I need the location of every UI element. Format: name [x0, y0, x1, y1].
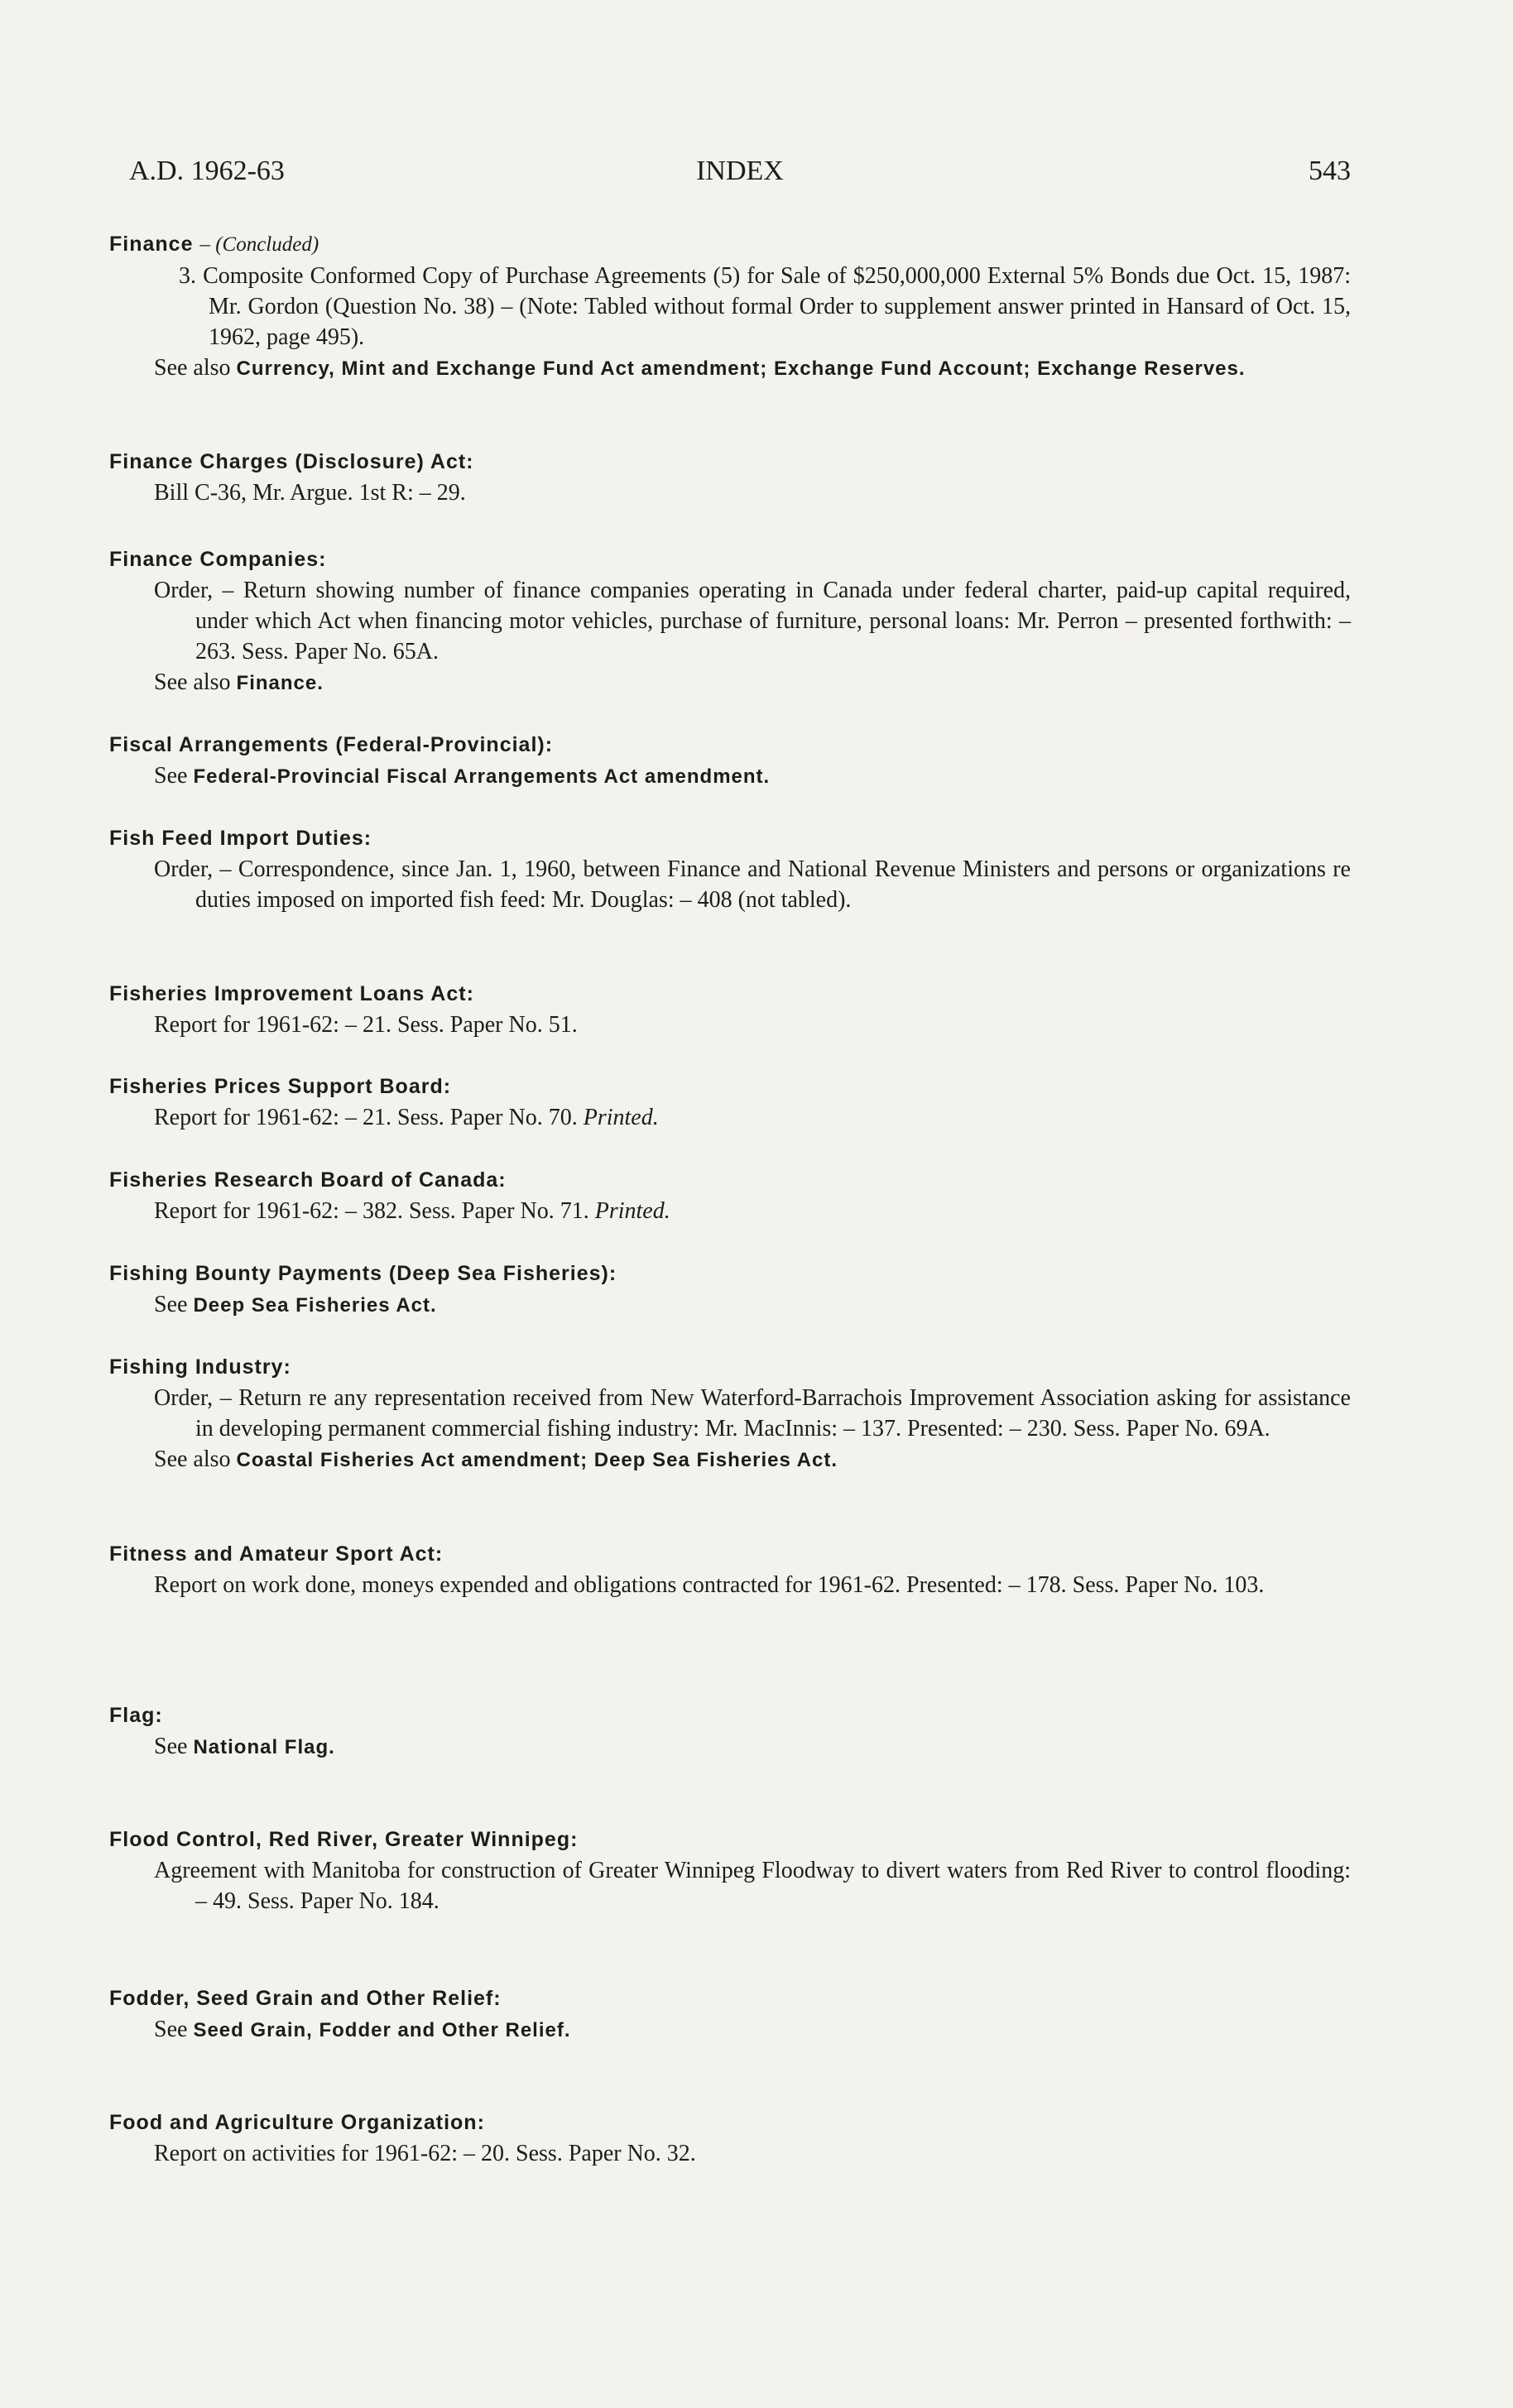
entry-heading: Food and Agriculture Organization:	[109, 2111, 485, 2134]
printed-note: Printed.	[594, 1198, 670, 1224]
page-title: INDEX	[696, 156, 784, 186]
see-also-line: See also Finance.	[154, 669, 324, 695]
entry-heading: Finance Companies:	[109, 548, 327, 571]
entry-text: Report on work done, moneys expended and obligations contracted for 1961-62. Presented: – 178. Sess. Paper No. 103.	[154, 1572, 1265, 1598]
entry-heading: Finance Charges (Disclosure) Act:	[109, 450, 474, 473]
index-entry-food-agriculture-organization	[109, 2107, 1351, 2169]
entry-heading: Fodder, Seed Grain and Other Relief:	[109, 1987, 502, 2010]
index-entry-fisheries-research-board	[109, 1164, 1351, 1226]
entry-text: 3. Composite Conformed Copy of Purchase Agreements (5) for Sale of $250,000,000 External 5% Bonds due Oct. 15, 1987: Mr. Gordon (Question No. 38) – (Note: Tabled without formal Order to supplement answer printed in Hansard of Oct. 15, 1962, page 495).	[179, 263, 1351, 350]
see-line: See Federal-Provincial Fiscal Arrangements Act amendment.	[154, 763, 771, 789]
cross-reference: Coastal Fisheries Act amendment; Deep Sea Fisheries Act.	[236, 1449, 838, 1471]
index-entry-flag	[109, 1700, 1351, 1763]
index-entry-finance	[109, 228, 1351, 384]
cross-reference: Finance.	[236, 672, 324, 694]
entry-heading: Fitness and Amateur Sport Act:	[109, 1542, 444, 1566]
entry-text: Order, – Return showing number of finance companies operating in Canada under federal charter, paid-up capital required, under which Act when financing motor vehicles, purchase of furniture, personal loans: Mr. Perron – presented forthwith: – 263. Sess. Paper No. 65A.	[154, 578, 1351, 664]
entry-heading: Fish Feed Import Duties:	[109, 827, 372, 850]
entry-text: Report for 1961-62: – 382. Sess. Paper No. 71. Printed.	[154, 1198, 670, 1224]
see-line: See Deep Sea Fisheries Act.	[154, 1292, 437, 1317]
index-entry-fitness-amateur-sport	[109, 1538, 1351, 1600]
entry-text: Bill C-36, Mr. Argue. 1st R: – 29.	[154, 480, 466, 506]
index-entry-fisheries-prices-support-board	[109, 1071, 1351, 1133]
see-also-line: See also Coastal Fisheries Act amendment; Deep Sea Fisheries Act.	[154, 1446, 838, 1472]
index-entry-finance-charges	[109, 446, 1351, 508]
see-line: See National Flag.	[154, 1734, 335, 1759]
index-entry-fishing-industry	[109, 1351, 1351, 1475]
entry-heading: Flag:	[109, 1704, 163, 1727]
printed-note: Printed.	[583, 1105, 659, 1130]
entry-heading: Fishing Bounty Payments (Deep Sea Fisheries):	[109, 1262, 617, 1285]
see-also-line: See also Currency, Mint and Exchange Fund Act amendment; Exchange Fund Account; Exchange Reserves.	[154, 355, 1246, 381]
index-entry-fodder-seed-grain	[109, 1983, 1351, 2046]
see-line: See Seed Grain, Fodder and Other Relief.	[154, 2017, 571, 2042]
entry-heading: Flood Control, Red River, Greater Winnipeg:	[109, 1828, 579, 1851]
entry-heading: Fishing Industry:	[109, 1355, 291, 1379]
entry-heading: Finance – (Concluded)	[109, 233, 319, 256]
entry-text: Agreement with Manitoba for construction of Greater Winnipeg Floodway to divert waters from Red River to control flooding: – 49. Sess. Paper No. 184.	[154, 1858, 1351, 1914]
cross-reference: Currency, Mint and Exchange Fund Act amendment; Exchange Fund Account; Exchange Reserves.	[236, 357, 1246, 380]
cross-reference: Deep Sea Fisheries Act.	[193, 1294, 437, 1317]
cross-reference: Seed Grain, Fodder and Other Relief.	[193, 2019, 571, 2041]
page-number: 543	[1309, 156, 1351, 186]
index-entry-fisheries-improvement-loans	[109, 978, 1351, 1040]
cross-reference: National Flag.	[193, 1736, 335, 1758]
index-entry-fishing-bounty-payments	[109, 1258, 1351, 1321]
entry-text: Order, – Correspondence, since Jan. 1, 1960, between Finance and National Revenue Ministers and persons or organizations re duties imposed on imported fish feed: Mr. Douglas: – 408 (not tabled).	[154, 856, 1351, 913]
index-entry-fiscal-arrangements	[109, 729, 1351, 792]
cross-reference: Federal-Provincial Fiscal Arrangements Act amendment.	[193, 765, 771, 788]
page-header	[129, 156, 1351, 197]
index-entry-flood-control	[109, 1824, 1351, 1916]
entry-text: Order, – Return re any representation received from New Waterford-Barrachois Improvement Association asking for assistance in developing permanent commercial fishing industry: Mr. MacInnis: – 137. Presented: – 230. Sess. Paper No. 69A.	[154, 1385, 1351, 1441]
entry-heading: Fisheries Improvement Loans Act:	[109, 982, 474, 1005]
entry-heading: Fisheries Research Board of Canada:	[109, 1168, 507, 1192]
index-entry-fish-feed-import-duties	[109, 823, 1351, 915]
entry-heading: Fiscal Arrangements (Federal-Provincial):	[109, 733, 554, 756]
entry-text: Report for 1961-62: – 21. Sess. Paper No. 70. Printed.	[154, 1105, 659, 1130]
entry-heading: Fisheries Prices Support Board:	[109, 1075, 452, 1098]
entry-qualifier: – (Concluded)	[199, 233, 319, 256]
entry-text: Report on activities for 1961-62: – 20. Sess. Paper No. 32.	[154, 2141, 696, 2166]
session-years: A.D. 1962-63	[129, 156, 285, 186]
entry-text: Report for 1961-62: – 21. Sess. Paper No. 51.	[154, 1012, 578, 1038]
index-entry-finance-companies	[109, 544, 1351, 698]
